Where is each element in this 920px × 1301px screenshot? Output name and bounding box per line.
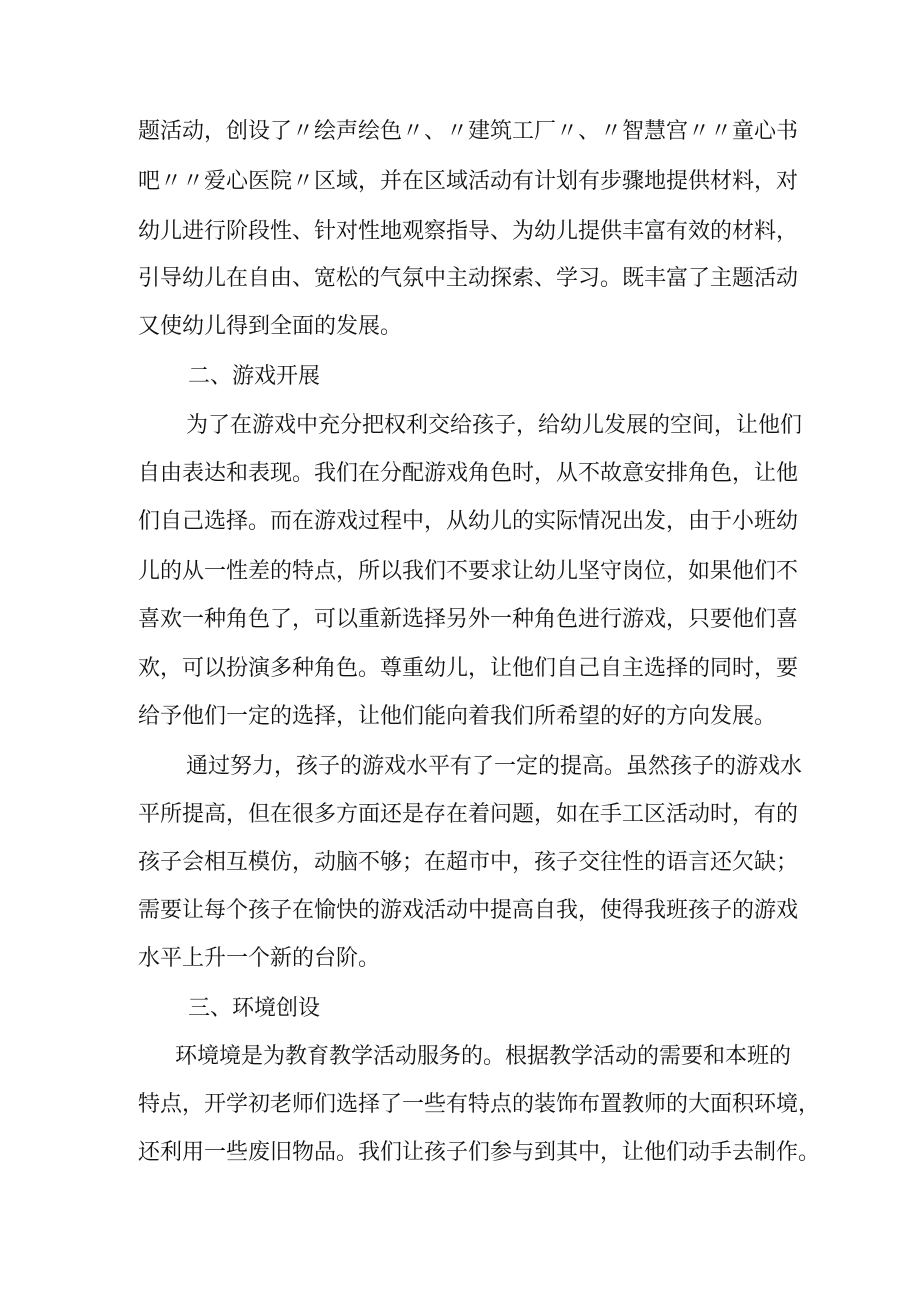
paragraph-line: 引导幼儿在自由、宽松的气氛中主动探索、学习。既丰富了主题活动 xyxy=(138,266,799,291)
paragraph-line: 自由表达和表现。我们在分配游戏角色时，从不故意安排角色，让他 xyxy=(138,461,799,486)
paragraph-line: 平所提高，但在很多方面还是存在着问题，如在手工区活动时，有的 xyxy=(138,802,799,827)
paragraph-line: 环境境是为教育教学活动服务的。根据教学活动的需要和本班的 xyxy=(175,1044,792,1069)
paragraph-line: 水平上升一个新的台阶。 xyxy=(138,946,381,971)
paragraph-line: 又使幼儿得到全面的发展。 xyxy=(138,314,403,339)
section-heading-game: 二、游戏开展 xyxy=(188,364,321,389)
section-heading-environment: 三、环境创设 xyxy=(188,996,321,1021)
paragraph-line: 还利用一些废旧物品。我们让孩子们参与到其中，让他们动手去制作。 xyxy=(138,1140,821,1165)
paragraph-line: 孩子会相互模仿，动脑不够；在超市中，孩子交往性的语言还欠缺； xyxy=(138,850,799,875)
paragraph-line: 需要让每个孩子在愉快的游戏活动中提高自我，使得我班孩子的游戏 xyxy=(138,898,799,923)
paragraph-line: 特点，开学初老师们选择了一些有特点的装饰布置教师的大面积环境， xyxy=(138,1092,821,1117)
paragraph-line: 们自己选择。而在游戏过程中，从幼儿的实际情况出发，由于小班幼 xyxy=(138,509,799,534)
paragraph-line: 给予他们一定的选择，让他们能向着我们所希望的好的方向发展。 xyxy=(138,704,777,729)
paragraph-line: 通过努力，孩子的游戏水平有了一定的提高。虽然孩子的游戏水 xyxy=(186,754,803,779)
paragraph-line: 题活动，创设了〃绘声绘色〃、〃建筑工厂〃、〃智慧宫〃〃童心书 xyxy=(138,119,799,144)
paragraph-line: 吧〃〃爱心医院〃区域，并在区域活动有计划有步骤地提供材料，对 xyxy=(138,169,799,194)
paragraph-line: 欢，可以扮演多种角色。尊重幼儿，让他们自己自主选择的同时，要 xyxy=(138,656,799,681)
paragraph-line: 为了在游戏中充分把权利交给孩子，给幼儿发展的空间，让他们 xyxy=(186,413,803,438)
paragraph-line: 喜欢一种角色了，可以重新选择另外一种角色进行游戏，只要他们喜 xyxy=(138,607,799,632)
paragraph-line: 儿的从一性差的特点，所以我们不要求让幼儿坚守岗位，如果他们不 xyxy=(138,559,799,584)
paragraph-line: 幼儿进行阶段性、针对性地观察指导、为幼儿提供丰富有效的材料， xyxy=(138,219,799,244)
